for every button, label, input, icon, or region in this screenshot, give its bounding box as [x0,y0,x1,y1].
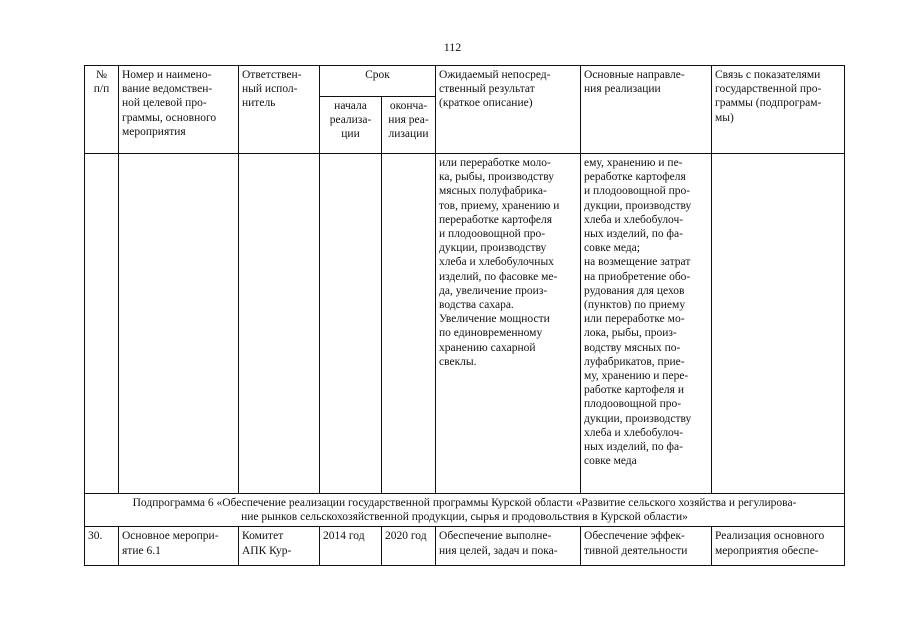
cell-directions: Обеспечение эффек- тивной деятельности [581,527,712,566]
cell-program-name [119,154,239,494]
cell-indicator-link [712,154,845,494]
cell-term-start: 2014 год [320,527,382,566]
table-header-row [85,66,845,97]
header-responsible: Ответствен- ный испол- нитель [239,66,320,154]
table-row [85,154,845,494]
cell-directions: ему, хранению и пе- реработке картофеля и плодоовощной про- дукции, производству хлеба и хлебобулоч- ных изделий, по фа- совке меда; на возмещение затрат на приобретение обо- рудования для цехов (пунктов) по приему или переработке мо- лока, рыбы, произ- водству мясных по- луфабрикатов, прие- му, хранению и пере- работке картофеля и плодоовощной про- дукции, производству хлеба и хлебобулоч- ных изделий, по фа- совке меда [581,154,712,494]
header-indicator-link: Связь с показателями государственной про- граммы (подпрограм- мы) [712,66,845,154]
program-table [84,65,845,566]
cell-num [85,154,119,494]
cell-indicator-link: Реализация основного мероприятия обеспе- [712,527,845,566]
cell-expected-result: или переработке моло- ка, рыбы, производству мясных полуфабрика- тов, приему, хранению и переработке картофеля и плодоовощной про- дукции, производству хлеба и хлебобулочных изделий, по фасовке ме- да, увеличение произ- водства сахара. Увеличение мощности по единовременному хранению сахарной свеклы. [436,154,581,494]
cell-term-end [382,154,436,494]
subprogram-heading-row [85,494,845,527]
cell-responsible: Комитет АПК Кур- [239,527,320,566]
page-number: 112 [443,40,462,54]
cell-term-end: 2020 год [382,527,436,566]
cell-program-name: Основное меропри- ятие 6.1 [119,527,239,566]
cell-responsible [239,154,320,494]
header-term-end: оконча- ния реа- лизации [382,97,436,154]
subprogram-title: Подпрограмма 6 «Обеспечение реализации государственной программы Курской области «Развитие сельского хозяйства и регулирова- ние рынков сельскохозяйственной продукции, сырья и продовольствия в Курской области» [85,494,845,527]
header-term: Срок [320,66,436,97]
cell-num: 30. [85,527,119,566]
header-expected-result: Ожидаемый непосред- ственный результат (краткое описание) [436,66,581,154]
header-program-name: Номер и наимено- вание ведомствен- ной целевой про- граммы, основного мероприятия [119,66,239,154]
header-term-start: начала реализа- ции [320,97,382,154]
header-directions: Основные направле- ния реализации [581,66,712,154]
header-num: № п/п [85,66,119,154]
cell-term-start [320,154,382,494]
table-row [85,527,845,566]
cell-expected-result: Обеспечение выполне- ния целей, задач и пока- [436,527,581,566]
